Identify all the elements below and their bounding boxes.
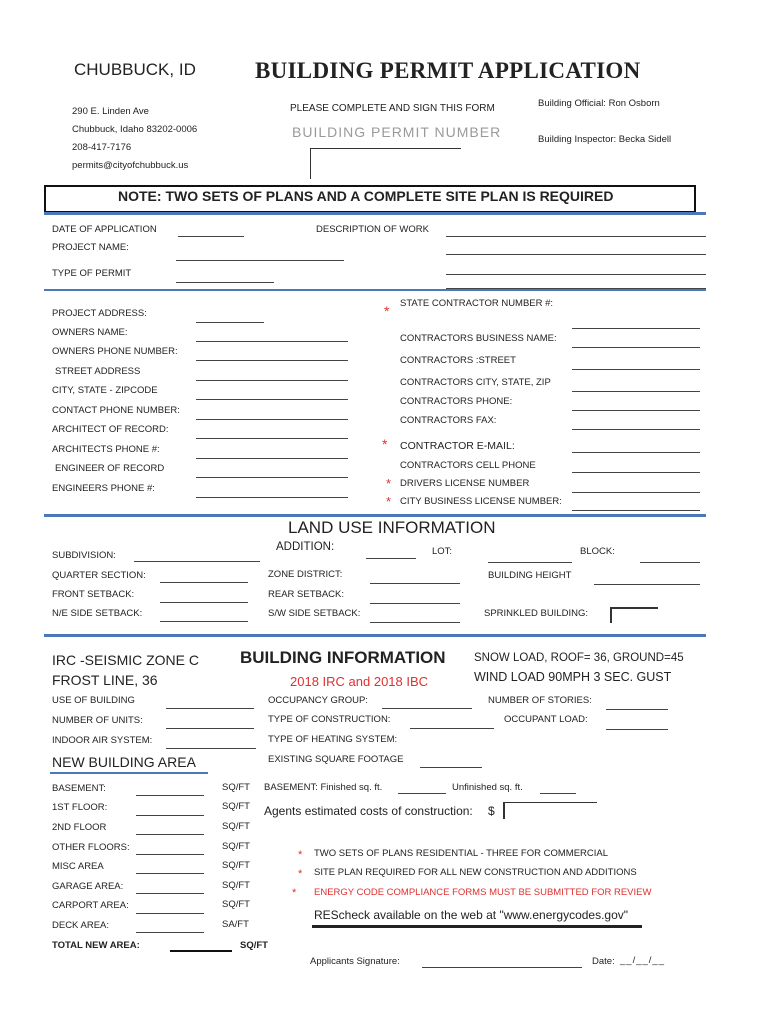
total-new-area-field[interactable] xyxy=(170,950,232,952)
owners-name-field[interactable] xyxy=(196,329,348,342)
required-star: * xyxy=(386,476,392,491)
area-unit: SQ/FT xyxy=(222,841,250,852)
zone-district-field[interactable] xyxy=(370,571,460,584)
date-of-application-label: DATE OF APPLICATION xyxy=(52,224,157,235)
description-of-work-field-4[interactable] xyxy=(446,276,706,289)
project-name-field[interactable] xyxy=(176,248,344,261)
engineer-label: ENGINEER OF RECORD xyxy=(55,463,165,474)
contractor-phone-field[interactable] xyxy=(572,398,700,411)
permit-number-label: BUILDING PERMIT NUMBER xyxy=(292,124,502,140)
description-of-work-field-3[interactable] xyxy=(446,262,706,275)
city-state-zip-label: CITY, STATE - ZIPCODE xyxy=(52,385,158,396)
indoor-air-label: INDOOR AIR SYSTEM: xyxy=(52,735,153,746)
permit-number-box[interactable] xyxy=(310,148,461,179)
area-field[interactable] xyxy=(136,881,204,894)
area-label: 1ST FLOOR: xyxy=(52,802,108,813)
engineer-field[interactable] xyxy=(196,465,348,478)
occupancy-group-field[interactable] xyxy=(382,696,472,709)
description-of-work-field-1[interactable] xyxy=(446,224,706,237)
contractor-phone-label: CONTRACTORS PHONE: xyxy=(400,396,513,407)
contractor-cell-field[interactable] xyxy=(572,460,700,473)
state-contractor-number-field[interactable] xyxy=(572,316,700,329)
area-label: DECK AREA: xyxy=(52,920,110,931)
contractor-city-field[interactable] xyxy=(572,379,700,392)
total-new-area-label: TOTAL NEW AREA: xyxy=(52,940,140,951)
rear-setback-field[interactable] xyxy=(370,591,460,604)
section-divider xyxy=(44,634,706,637)
type-of-permit-label: TYPE OF PERMIT xyxy=(52,268,132,279)
requirement-item: TWO SETS OF PLANS RESIDENTIAL - THREE FOR COMMERCIAL xyxy=(314,848,609,859)
title-underline xyxy=(50,772,208,774)
lot-field[interactable] xyxy=(488,550,572,563)
occupant-load-label: OCCUPANT LOAD: xyxy=(504,714,588,725)
occupancy-group-label: OCCUPANCY GROUP: xyxy=(268,695,368,706)
quarter-section-field[interactable] xyxy=(160,570,248,583)
basement-finished-field[interactable] xyxy=(398,781,446,794)
business-license-field[interactable] xyxy=(572,498,700,511)
block-label: BLOCK: xyxy=(580,546,615,557)
code-edition: 2018 IRC and 2018 IBC xyxy=(290,674,429,689)
area-unit: SQ/FT xyxy=(222,880,250,891)
building-height-label: BUILDING HEIGHT xyxy=(488,570,572,581)
total-new-area-unit: SQ/FT xyxy=(240,940,268,951)
use-of-building-label: USE OF BUILDING xyxy=(52,695,135,706)
frost-line: FROST LINE, 36 xyxy=(52,672,158,688)
contractor-email-field[interactable] xyxy=(572,440,700,453)
architect-field[interactable] xyxy=(196,426,348,439)
dollar-sign: $ xyxy=(488,804,495,818)
building-inspector: Building Inspector: Becka Sidell xyxy=(538,134,672,145)
drivers-license-label: DRIVERS LICENSE NUMBER xyxy=(400,478,530,489)
engineer-phone-field[interactable] xyxy=(196,485,348,498)
ne-side-setback-field[interactable] xyxy=(160,609,248,622)
stories-label: NUMBER OF STORIES: xyxy=(488,695,592,706)
subdivision-label: SUBDIVISION: xyxy=(52,550,116,561)
sprinkled-label: SPRINKLED BUILDING: xyxy=(484,608,588,619)
project-address-label: PROJECT ADDRESS: xyxy=(52,308,147,319)
area-field[interactable] xyxy=(136,803,204,816)
building-official: Building Official: Ron Osborn xyxy=(538,98,660,109)
owners-phone-field[interactable] xyxy=(196,348,348,361)
signature-field[interactable] xyxy=(422,955,582,968)
area-field[interactable] xyxy=(136,783,204,796)
drivers-license-field[interactable] xyxy=(572,480,700,493)
addition-label: ADDITION: xyxy=(276,541,335,553)
area-label: GARAGE AREA: xyxy=(52,881,124,892)
required-star: * xyxy=(382,436,388,452)
section-divider xyxy=(44,212,706,215)
area-unit: SQ/FT xyxy=(222,782,250,793)
area-label: 2ND FLOOR xyxy=(52,822,107,833)
business-license-label: CITY BUSINESS LICENSE NUMBER: xyxy=(400,496,562,507)
sprinkled-checkbox[interactable] xyxy=(610,607,658,623)
estimated-cost-field[interactable] xyxy=(503,802,597,819)
description-of-work-field-2[interactable] xyxy=(446,242,706,255)
project-address-field[interactable] xyxy=(196,310,264,323)
use-of-building-field[interactable] xyxy=(166,696,254,709)
occupant-load-field[interactable] xyxy=(606,717,668,730)
project-name-label: PROJECT NAME: xyxy=(52,242,129,253)
new-building-area-title: NEW BUILDING AREA xyxy=(52,754,196,770)
units-label: NUMBER OF UNITS: xyxy=(52,715,143,726)
front-setback-field[interactable] xyxy=(160,590,248,603)
area-field[interactable] xyxy=(136,901,204,914)
signature-label: Applicants Signature: xyxy=(310,956,400,967)
city-phone: 208-417-7176 xyxy=(72,142,132,153)
instruction-text: PLEASE COMPLETE AND SIGN THIS FORM xyxy=(290,103,495,114)
snow-load: SNOW LOAD, ROOF= 36, GROUND=45 xyxy=(474,652,684,664)
contact-phone-field[interactable] xyxy=(196,407,348,420)
street-address-label: STREET ADDRESS xyxy=(55,366,141,377)
units-field[interactable] xyxy=(166,716,254,729)
subdivision-field[interactable] xyxy=(134,549,260,562)
city-state-zip-field[interactable] xyxy=(196,387,348,400)
bullet-star: * xyxy=(298,868,303,880)
address-line-2: Chubbuck, Idaho 83202-0006 xyxy=(72,124,198,135)
area-field[interactable] xyxy=(136,842,204,855)
area-label: OTHER FLOORS: xyxy=(52,842,130,853)
date-of-application-field[interactable] xyxy=(178,224,244,237)
contractor-cell-label: CONTRACTORS CELL PHONE xyxy=(400,460,536,471)
section-divider xyxy=(44,289,706,291)
date-field[interactable]: __/__/__ xyxy=(620,955,665,966)
area-label: BASEMENT: xyxy=(52,783,106,794)
lot-label: LOT: xyxy=(432,546,453,557)
requirement-item: ENERGY CODE COMPLIANCE FORMS MUST BE SUBMITTED FOR REVIEW xyxy=(314,887,652,898)
area-label: MISC AREA xyxy=(52,861,104,872)
form-title: BUILDING PERMIT APPLICATION xyxy=(255,58,641,83)
architect-phone-field[interactable] xyxy=(196,446,348,459)
architect-phone-label: ARCHITECTS PHONE #: xyxy=(52,444,160,455)
area-field[interactable] xyxy=(136,920,204,933)
building-info-title: BUILDING INFORMATION xyxy=(240,648,446,667)
sw-side-setback-label: S/W SIDE SETBACK: xyxy=(268,608,361,619)
basement-unfinished-label: Unfinished sq. ft. xyxy=(452,782,523,793)
wind-load: WIND LOAD 90MPH 3 SEC. GUST xyxy=(474,670,672,684)
bullet-star: * xyxy=(292,887,297,899)
note-text: NOTE: TWO SETS OF PLANS AND A COMPLETE SITE PLAN IS REQUIRED xyxy=(118,188,614,204)
existing-square-footage-label: EXISTING SQUARE FOOTAGE xyxy=(268,754,404,765)
contractor-business-name-field[interactable] xyxy=(572,335,700,348)
contractor-fax-field[interactable] xyxy=(572,417,700,430)
required-star: * xyxy=(384,303,390,319)
seismic-zone: IRC -SEISMIC ZONE C xyxy=(52,652,200,668)
description-of-work-label: DESCRIPTION OF WORK xyxy=(316,224,429,235)
contractor-street-field[interactable] xyxy=(572,357,700,370)
contractor-street-label: CONTRACTORS :STREET xyxy=(400,355,516,366)
type-of-permit-field[interactable] xyxy=(176,270,274,283)
addition-field[interactable] xyxy=(366,546,416,559)
sw-side-setback-field[interactable] xyxy=(370,610,460,623)
street-address-field[interactable] xyxy=(196,368,348,381)
engineer-phone-label: ENGINEERS PHONE #: xyxy=(52,483,155,494)
state-contractor-number-label: STATE CONTRACTOR NUMBER #: xyxy=(400,298,554,309)
block-field[interactable] xyxy=(640,550,700,563)
estimated-cost-label: Agents estimated costs of construction: xyxy=(264,804,473,818)
heating-type-label: TYPE OF HEATING SYSTEM: xyxy=(268,734,398,745)
architect-label: ARCHITECT OF RECORD: xyxy=(52,424,169,435)
basement-unfinished-field[interactable] xyxy=(540,781,576,794)
zone-district-label: ZONE DISTRICT: xyxy=(268,569,343,580)
contractor-city-label: CONTRACTORS CITY, STATE, ZIP xyxy=(400,377,551,388)
contractor-business-name-label: CONTRACTORS BUSINESS NAME: xyxy=(400,333,557,344)
rescheck-note: REScheck available on the web at "www.energycodes.gov" xyxy=(314,908,629,922)
area-field[interactable] xyxy=(136,861,204,874)
city-email: permits@cityofchubbuck.us xyxy=(72,160,189,171)
area-unit: SQ/FT xyxy=(222,801,250,812)
owners-name-label: OWNERS NAME: xyxy=(52,327,128,338)
basement-finished-label: BASEMENT: Finished sq. ft. xyxy=(264,782,383,793)
date-label: Date: xyxy=(592,956,615,967)
ne-side-setback-label: N/E SIDE SETBACK: xyxy=(52,608,143,619)
section-divider xyxy=(44,514,706,517)
building-height-field[interactable] xyxy=(594,572,700,585)
address-line-1: 290 E. Linden Ave xyxy=(72,106,149,117)
requirement-item: SITE PLAN REQUIRED FOR ALL NEW CONSTRUCTION AND ADDITIONS xyxy=(314,867,637,878)
contractor-email-label: CONTRACTOR E-MAIL: xyxy=(400,440,515,452)
quarter-section-label: QUARTER SECTION: xyxy=(52,570,146,581)
rear-setback-label: REAR SETBACK: xyxy=(268,589,345,600)
front-setback-label: FRONT SETBACK: xyxy=(52,589,135,600)
contact-phone-label: CONTACT PHONE NUMBER: xyxy=(52,405,180,416)
stories-field[interactable] xyxy=(606,697,668,710)
area-unit: SA/FT xyxy=(222,919,249,930)
area-field[interactable] xyxy=(136,822,204,835)
city-name: CHUBBUCK, ID xyxy=(74,60,196,79)
area-unit: SQ/FT xyxy=(222,899,250,910)
construction-type-field[interactable] xyxy=(410,716,494,729)
required-star: * xyxy=(386,494,392,509)
indoor-air-field[interactable] xyxy=(166,736,256,749)
existing-square-footage-field[interactable] xyxy=(420,755,482,768)
area-unit: SQ/FT xyxy=(222,821,250,832)
contractor-fax-label: CONTRACTORS FAX: xyxy=(400,415,497,426)
area-unit: SQ/FT xyxy=(222,860,250,871)
land-use-title: LAND USE INFORMATION xyxy=(288,518,496,537)
rescheck-underline xyxy=(312,925,642,928)
construction-type-label: TYPE OF CONSTRUCTION: xyxy=(268,714,391,725)
area-label: CARPORT AREA: xyxy=(52,900,129,911)
owners-phone-label: OWNERS PHONE NUMBER: xyxy=(52,346,178,357)
bullet-star: * xyxy=(298,849,303,861)
